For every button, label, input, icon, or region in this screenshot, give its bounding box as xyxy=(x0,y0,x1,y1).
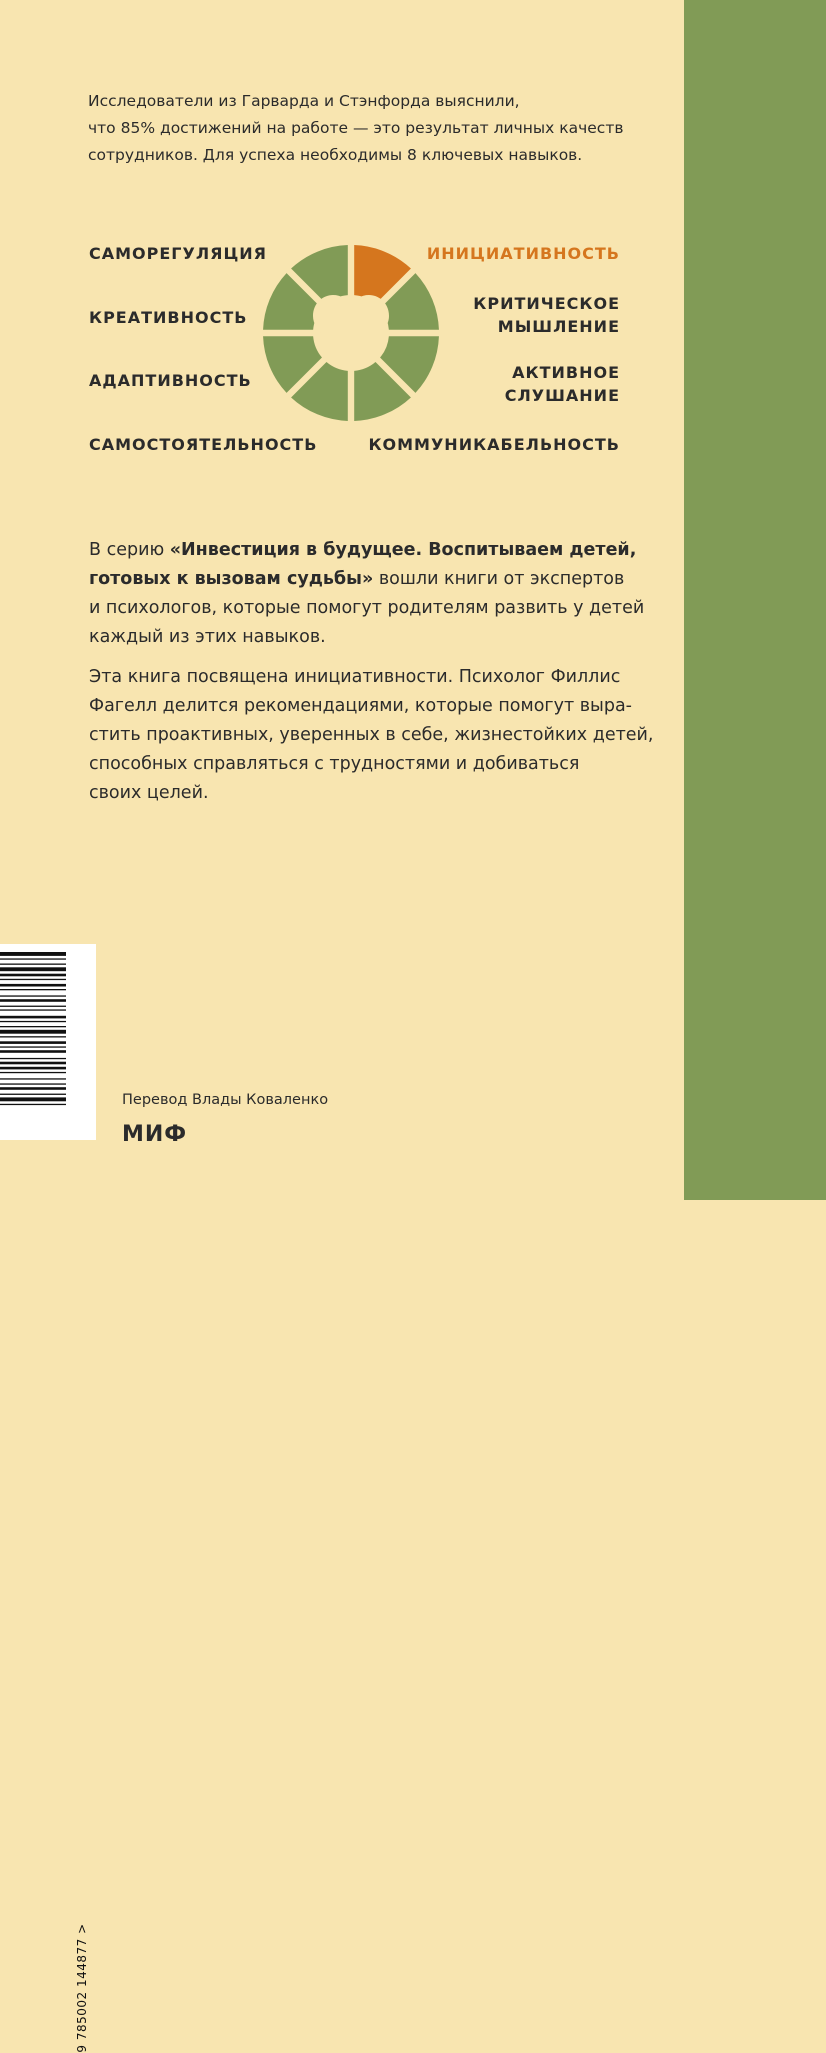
barcode-bar xyxy=(0,1016,66,1019)
skill-critical-line2: МЫШЛЕНИЕ xyxy=(497,317,620,336)
book-line: стить проактивных, уверенных в себе, жизнестойких детей, xyxy=(89,725,654,745)
barcode-bar xyxy=(0,989,66,990)
series-line xyxy=(89,536,649,565)
book-line: своих целей. xyxy=(89,783,209,803)
series-paragraph xyxy=(89,536,649,652)
book-line: способных справляться с трудностями и добиваться xyxy=(89,754,580,774)
skill-initiative: ИНИЦИАТИВНОСТЬ xyxy=(426,244,620,263)
translator-credit: Перевод Влады Коваленко xyxy=(122,1092,329,1108)
barcode-bar xyxy=(0,1097,66,1101)
barcode-bar xyxy=(0,967,66,971)
skill-listening-line1: АКТИВНОЕ xyxy=(512,363,620,382)
intro-line: Исследователи из Гарварда и Стэнфорда выяснили, xyxy=(88,92,520,110)
barcode-bar xyxy=(0,974,66,977)
skill-self-regulation: САМОРЕГУЛЯЦИЯ xyxy=(89,244,267,263)
barcode-bar xyxy=(0,1041,66,1044)
series-title: «Инвестиция в будущее. Воспитываем детей, xyxy=(169,540,637,560)
publisher-logo: МИФ xyxy=(122,1122,188,1147)
barcode-bar xyxy=(0,999,66,1002)
barcode-bar xyxy=(0,1006,66,1007)
cover-spine xyxy=(684,0,826,1200)
barcode-bar xyxy=(0,1058,66,1059)
barcode-bar xyxy=(0,984,66,987)
series-text: вошли книги от экспертов xyxy=(373,569,625,589)
skill-communication: КОММУНИКАБЕЛЬНОСТЬ xyxy=(368,435,620,454)
skill-listening-line2: СЛУШАНИЕ xyxy=(504,386,620,405)
barcode-bar xyxy=(0,1087,66,1090)
book-line: Фагелл делится рекомендациями, которые помогут выра- xyxy=(89,696,632,716)
barcode-bar xyxy=(0,1046,66,1047)
barcode-bar xyxy=(0,1026,66,1027)
barcode-icon xyxy=(0,950,66,1132)
barcode-bar xyxy=(0,958,66,959)
skill-critical-thinking xyxy=(473,292,620,338)
skill-independence: САМОСТОЯТЕЛЬНОСТЬ xyxy=(89,435,318,454)
book-paragraph xyxy=(89,663,654,808)
barcode-bar xyxy=(0,1078,66,1079)
barcode-bar xyxy=(0,995,66,996)
barcode-bar xyxy=(0,1050,66,1053)
barcode-bar xyxy=(0,1009,66,1010)
skill-creativity: КРЕАТИВНОСТЬ xyxy=(89,308,248,327)
barcode-bar xyxy=(0,1083,66,1084)
skill-critical-line1: КРИТИЧЕСКОЕ xyxy=(473,294,620,313)
skill-adaptivity: АДАПТИВНОСТЬ xyxy=(89,371,252,390)
intro-line: что 85% достижений на работе — это результат личных качеств xyxy=(88,119,624,137)
series-line xyxy=(89,565,649,594)
barcode-label xyxy=(0,944,96,2053)
barcode-bar xyxy=(0,1036,66,1037)
intro-line: сотрудников. Для успеха необходимы 8 ключевых навыков. xyxy=(88,146,583,164)
series-line: и психологов, которые помогут родителям развить у детей xyxy=(89,598,645,618)
skill-active-listening xyxy=(505,361,620,407)
series-text: В серию xyxy=(89,540,170,560)
barcode-bar xyxy=(0,952,66,956)
barcode-bar xyxy=(0,1021,66,1022)
isbn-number: 9 785002 144877 > xyxy=(75,1923,89,2053)
barcode-bar xyxy=(0,1067,66,1070)
series-line: каждый из этих навыков. xyxy=(89,627,326,647)
barcode-bar xyxy=(0,1104,66,1105)
barcode-bar xyxy=(0,1062,66,1065)
barcode-bar xyxy=(0,964,66,965)
series-title: готовых к вызовам судьбы» xyxy=(89,569,374,589)
intro-text xyxy=(88,88,648,169)
barcode-bar xyxy=(0,1072,66,1073)
book-line: Эта книга посвящена инициативности. Психолог Филлис xyxy=(89,667,621,687)
heart-icon xyxy=(313,295,389,355)
barcode-bar xyxy=(0,1030,66,1034)
barcode-bar xyxy=(0,1094,66,1095)
skills-wheel xyxy=(261,243,441,423)
barcode-bar xyxy=(0,979,66,980)
